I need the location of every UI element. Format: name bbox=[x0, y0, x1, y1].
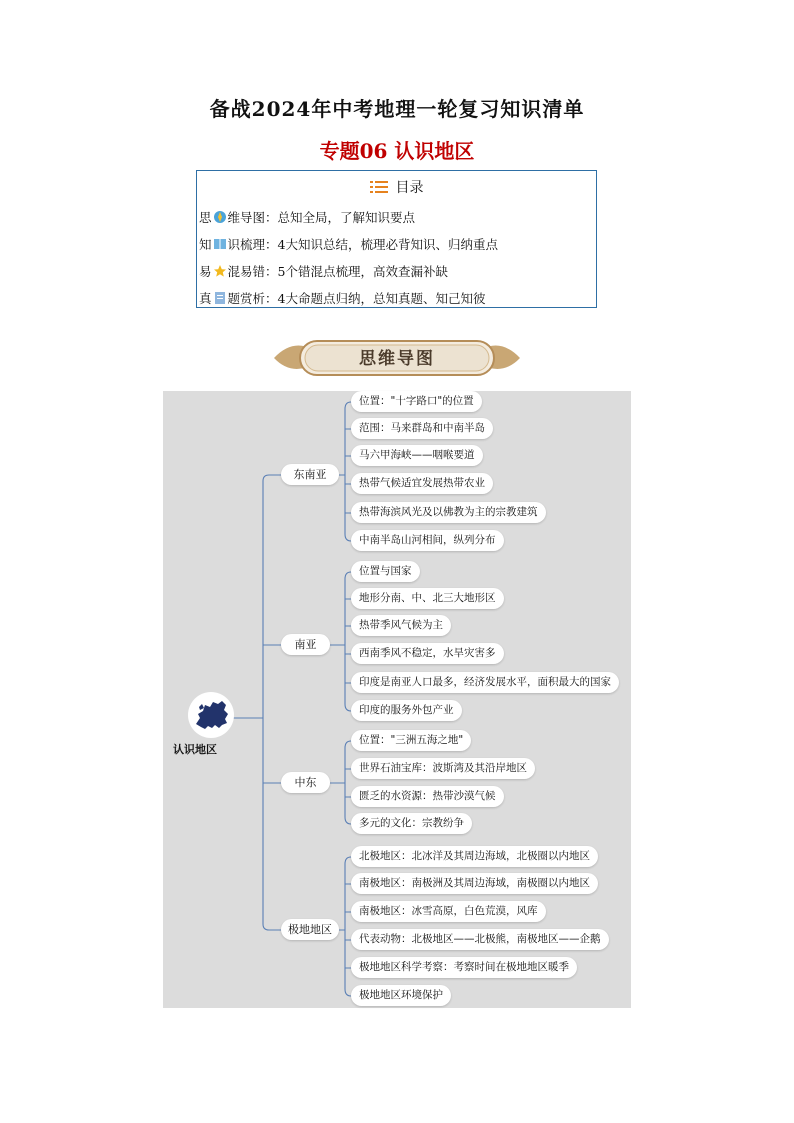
root-label: 认识地区 bbox=[173, 743, 217, 756]
section-banner bbox=[272, 333, 522, 383]
toc-item-label: 识梳理： bbox=[227, 237, 278, 252]
root-node[interactable] bbox=[188, 692, 234, 738]
toc-item-text: 4大知识总结，梳理必背知识、归纳重点 bbox=[277, 237, 498, 252]
toc-header bbox=[197, 177, 596, 198]
toc-item-prefix: 易 bbox=[199, 264, 212, 279]
leaf-node[interactable]: 位置："十字路口"的位置 bbox=[351, 391, 482, 412]
branch-polar-regions[interactable]: 极地地区 bbox=[281, 919, 339, 940]
leaf-node[interactable]: 中南半岛山河相间，纵列分布 bbox=[351, 530, 504, 551]
trunk-vertical bbox=[263, 475, 281, 930]
europe-map-icon bbox=[188, 692, 234, 738]
leaf-node[interactable]: 马六甲海峡——咽喉要道 bbox=[351, 445, 483, 466]
toc-item-mindmap[interactable] bbox=[199, 208, 415, 227]
compass-icon bbox=[213, 210, 227, 227]
branch-middle-east[interactable]: 中东 bbox=[281, 772, 330, 793]
leaf-node[interactable]: 热带气候适宜发展热带农业 bbox=[351, 473, 493, 494]
document-title: 备战2024年中考地理一轮复习知识清单 bbox=[209, 97, 585, 121]
leaf-node[interactable]: 世界石油宝库：波斯湾及其沿岸地区 bbox=[351, 758, 535, 779]
book-icon bbox=[213, 237, 227, 254]
bracket-middle-east bbox=[330, 741, 355, 824]
toc-item-mistakes[interactable] bbox=[199, 262, 448, 281]
branch-southeast-asia[interactable]: 东南亚 bbox=[281, 464, 339, 485]
leaf-node[interactable]: 热带海滨风光及以佛教为主的宗教建筑 bbox=[351, 502, 546, 523]
toc-item-label: 混易错： bbox=[227, 264, 278, 279]
star-icon bbox=[213, 264, 227, 281]
leaf-node[interactable]: 西南季风不稳定，水旱灾害多 bbox=[351, 643, 504, 664]
leaf-node[interactable]: 极地地区科学考察：考察时间在极地地区暖季 bbox=[351, 957, 577, 978]
toc-item-exam[interactable] bbox=[199, 289, 486, 308]
banner-label: 思维导图 bbox=[359, 349, 435, 369]
table-of-contents bbox=[196, 170, 597, 308]
toc-heading: 目录 bbox=[395, 180, 424, 196]
leaf-node[interactable]: 极地地区环境保护 bbox=[351, 985, 451, 1006]
toc-item-label: 题赏析： bbox=[227, 291, 278, 306]
document-subtitle: 专题06 认识地区 bbox=[319, 139, 475, 163]
toc-item-prefix: 真 bbox=[199, 291, 212, 306]
leaf-node[interactable]: 地形分南、中、北三大地形区 bbox=[351, 588, 504, 609]
toc-item-label: 维导图： bbox=[227, 210, 278, 225]
leaf-node[interactable]: 南极地区：南极洲及其周边海域，南极圈以内地区 bbox=[351, 873, 598, 894]
leaf-node[interactable]: 位置："三洲五海之地" bbox=[351, 730, 471, 751]
leaf-node[interactable]: 多元的文化：宗教纷争 bbox=[351, 813, 472, 834]
branch-south-asia[interactable]: 南亚 bbox=[281, 634, 330, 655]
leaf-node[interactable]: 南极地区：冰雪高原，白色荒漠，风库 bbox=[351, 901, 546, 922]
leaf-node[interactable]: 位置与国家 bbox=[351, 561, 420, 582]
toc-item-prefix: 思 bbox=[199, 210, 212, 225]
document-icon bbox=[213, 291, 227, 308]
leaf-node[interactable]: 印度的服务外包产业 bbox=[351, 700, 462, 721]
toc-item-text: 5个错混点梳理，高效查漏补缺 bbox=[277, 264, 448, 279]
toc-item-prefix: 知 bbox=[199, 237, 212, 252]
leaf-node[interactable]: 代表动物：北极地区——北极熊，南极地区——企鹅 bbox=[351, 929, 609, 950]
toc-item-text: 总知全局，了解知识要点 bbox=[277, 210, 416, 225]
leaf-node[interactable]: 北极地区：北冰洋及其周边海域，北极圈以内地区 bbox=[351, 846, 598, 867]
leaf-node[interactable]: 匮乏的水资源：热带沙漠气候 bbox=[351, 786, 504, 807]
toc-item-text: 4大命题点归纳，总知真题、知己知彼 bbox=[277, 291, 486, 306]
leaf-node[interactable]: 范围：马来群岛和中南半岛 bbox=[351, 418, 493, 439]
toc-item-knowledge[interactable] bbox=[199, 235, 498, 254]
list-icon bbox=[370, 180, 388, 198]
leaf-node[interactable]: 印度是南亚人口最多，经济发展水平，面积最大的国家 bbox=[351, 672, 619, 693]
leaf-node[interactable]: 热带季风气候为主 bbox=[351, 615, 451, 636]
